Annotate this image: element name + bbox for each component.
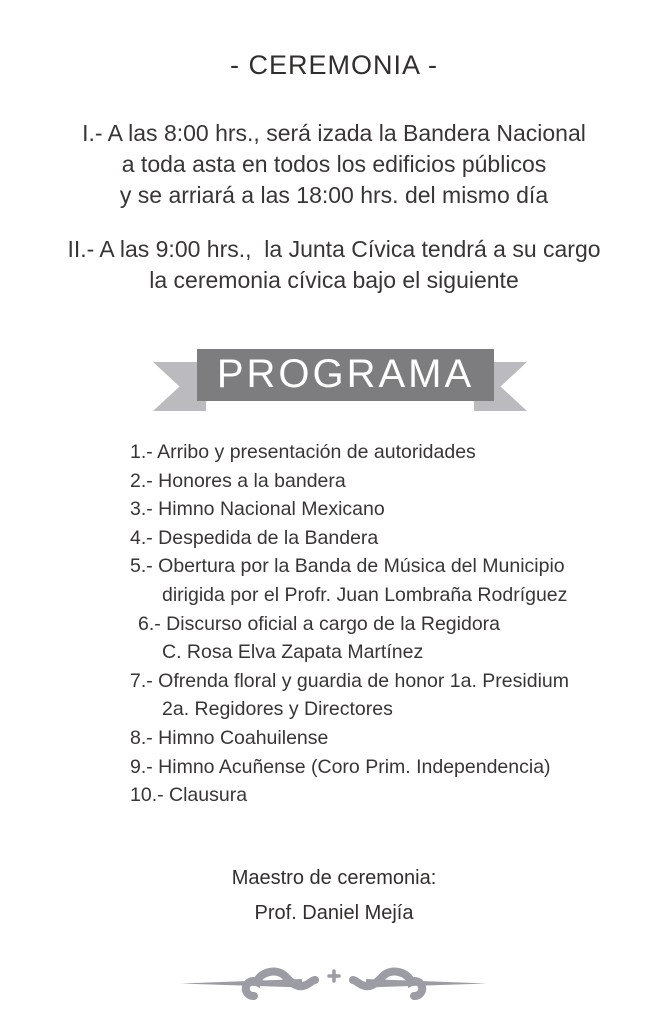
program-item-6-cont: C. Rosa Elva Zapata Martínez: [162, 641, 424, 664]
program-item-8: 8.- Himno Coahuilense: [130, 726, 329, 749]
paragraph-line: la ceremonia cívica bajo el siguiente: [149, 267, 519, 293]
banner-title: PROGRAMA: [216, 352, 475, 396]
ribbon-band: [197, 349, 494, 401]
flourish-divider-icon: [179, 966, 489, 1006]
program-item-2: 2.- Honores a la bandera: [130, 469, 346, 492]
paragraph-civic-ceremony: [0, 234, 668, 296]
page-title: - CEREMONIA -: [229, 50, 438, 80]
paragraph-line: II.- A las 9:00 hrs., la Junta Cívica tendrá a su cargo: [67, 236, 601, 262]
program-item-4: 4.- Despedida de la Bandera: [130, 526, 379, 549]
mc-name: Prof. Daniel Mejía: [254, 902, 414, 924]
mc-role-label: Maestro de ceremonia:: [231, 867, 437, 889]
paragraph-line: y se arriará a las 18:00 hrs. del mismo día: [119, 182, 549, 208]
program-item-9: 9.- Himno Acuñense (Coro Prim. Independencia): [130, 755, 551, 778]
paragraph-line: a toda asta en todos los edificios públicos: [121, 151, 547, 177]
program-list: [130, 438, 600, 810]
program-item-7-cont: 2a. Regidores y Directores: [162, 698, 393, 721]
program-item-5-cont: dirigida por el Profr. Juan Lombraña Rodríguez: [162, 583, 568, 606]
program-item-6: 6.- Discurso oficial a cargo de la Regidora: [138, 612, 501, 635]
program-item-7: 7.- Ofrenda floral y guardia de honor 1a. Presidium: [130, 669, 569, 692]
program-item-5: 5.- Obertura por la Banda de Música del Municipio: [130, 555, 565, 578]
program-item-3: 3.- Himno Nacional Mexicano: [130, 498, 385, 521]
programa-ribbon-banner: [147, 347, 521, 412]
paragraph-flag-raising: [0, 118, 668, 211]
program-item-10: 10.- Clausura: [130, 784, 248, 807]
program-item-1: 1.- Arribo y presentación de autoridades: [130, 441, 476, 463]
master-of-ceremony-block: [0, 861, 668, 931]
paragraph-line: I.- A las 8:00 hrs., será izada la Bandera Nacional: [82, 120, 586, 146]
